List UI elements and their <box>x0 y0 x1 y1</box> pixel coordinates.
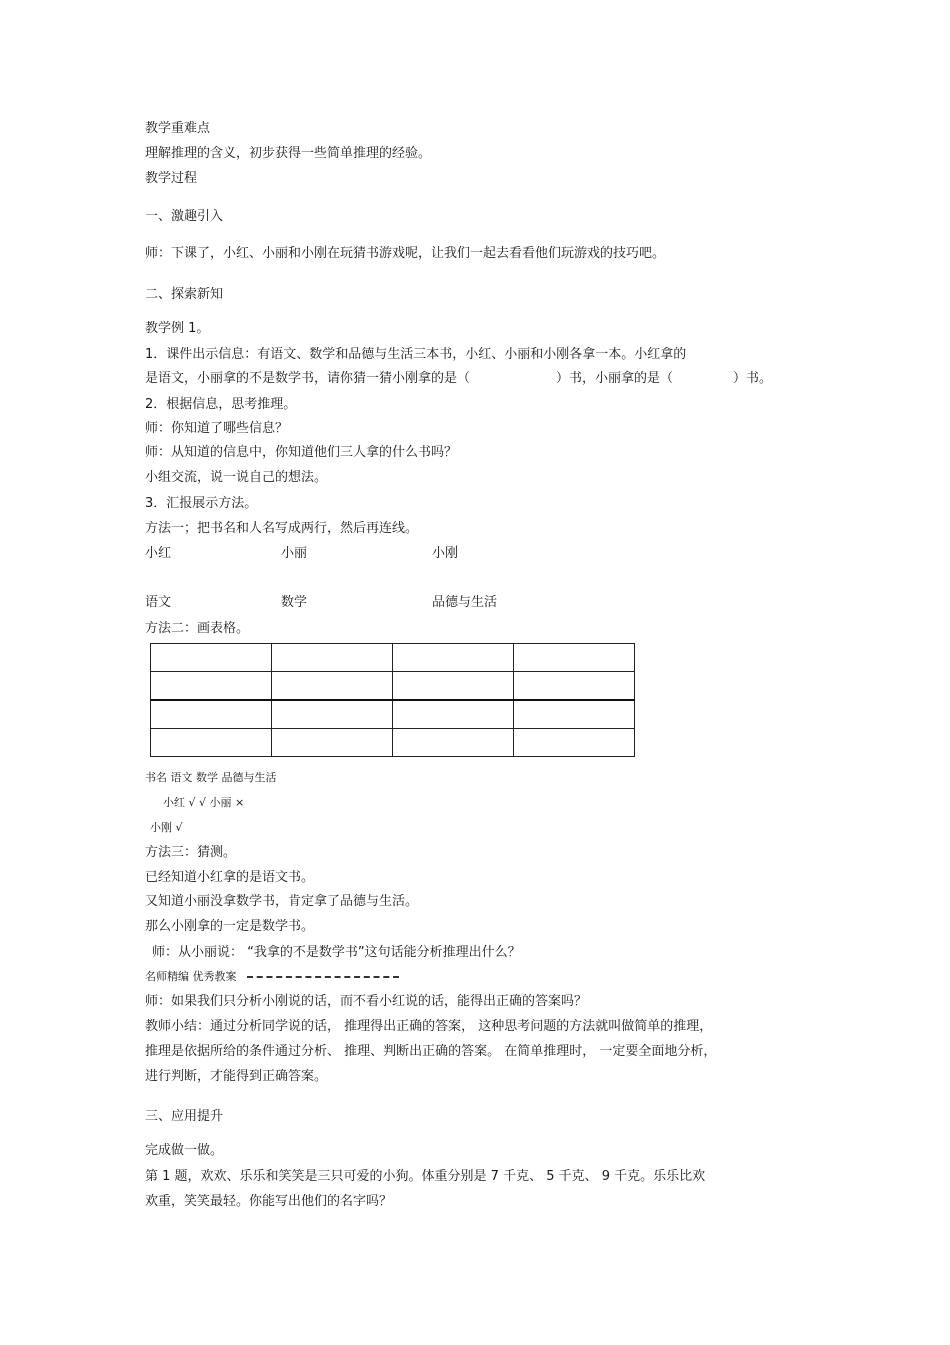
table-row <box>151 700 635 729</box>
table-row <box>151 644 635 672</box>
step1-line2-b: ）书，小丽拿的是（ <box>556 371 674 386</box>
step1-line2 <box>145 371 772 387</box>
question-4: 师：如果我们只分析小刚说的话，而不看小红说的话，能得出正确的答案吗？ <box>145 994 588 1009</box>
problem1-line1: 第 1 题，欢欢、乐乐和笑笑是三只可爱的小狗。体重分别是 7 千克、 5 千克、 9 千克。乐乐比欢 <box>145 1169 706 1184</box>
book-math: 数学 <box>281 595 308 610</box>
method2: 方法二：画表格。 <box>145 621 250 636</box>
part2-title: 二、探索新知 <box>145 287 224 302</box>
table-row2-text: 小刚 √ <box>150 821 183 834</box>
empty-table <box>150 643 635 757</box>
name-xiaogang: 小刚 <box>432 546 459 561</box>
question-3: 师：从小丽说： “我拿的不是数学书”这句话能分析推理出什么？ <box>152 945 521 960</box>
table-row <box>151 672 635 701</box>
part1-title: 一、激趣引入 <box>145 209 224 224</box>
step3: 3．汇报展示方法。 <box>145 496 258 511</box>
method3-line2: 又知道小丽没拿数学书，肯定拿了品德与生活。 <box>145 894 419 909</box>
name-xiaoli: 小丽 <box>281 546 308 561</box>
method1: 方法一；把书名和人名写成两行，然后再连线。 <box>145 521 419 536</box>
book-chinese: 语文 <box>145 595 172 610</box>
summary-line1: 教师小结：通过分析同学说的话， 推理得出正确的答案， 这种思考问题的方法就叫做简单的推理， <box>145 1019 713 1034</box>
part3-title: 三、应用提升 <box>145 1109 224 1124</box>
section-key-title: 教学重难点 <box>145 121 211 136</box>
dashed-separator <box>247 976 399 978</box>
question-2: 师：从知道的信息中，你知道他们三人拿的什么书吗？ <box>145 445 458 460</box>
method3-line1: 已经知道小红拿的是语文书。 <box>145 870 315 885</box>
step1-line2-c: ）书。 <box>733 371 773 386</box>
practice-text: 完成做一做。 <box>145 1143 224 1158</box>
table-row <box>151 729 635 757</box>
watermark-text: 名师精编 优秀教案 <box>145 970 237 983</box>
question-1: 师：你知道了哪些信息？ <box>145 421 289 436</box>
group-discussion: 小组交流，说一说自己的想法。 <box>145 470 328 485</box>
summary-line3: 进行判断，才能得到正确答案。 <box>145 1069 328 1084</box>
method3-line3: 那么小刚拿的一定是数学书。 <box>145 919 315 934</box>
step1-line2-a: 是语文，小丽拿的不是数学书，请你猜一猜小刚拿的是（ <box>145 371 471 386</box>
step1-line1: 1．课件出示信息：有语文、数学和品德与生活三本书，小红、小丽和小刚各拿一本。小红拿的 <box>145 347 687 362</box>
book-morality: 品德与生活 <box>432 595 498 610</box>
table-row1-text: 小红 √ √ 小丽 × <box>163 796 245 809</box>
summary-line2: 推理是依据所给的条件通过分析、 推理、判断出正确的答案。 在简单推理时， 一定要全面地分析， <box>145 1044 717 1059</box>
watermark-line <box>145 969 399 985</box>
process-title: 教学过程 <box>145 171 198 186</box>
part1-text: 师：下课了，小红、小丽和小刚在玩猜书游戏呢，让我们一起去看看他们玩游戏的技巧吧。 <box>145 246 666 261</box>
step2: 2．根据信息，思考推理。 <box>145 397 297 412</box>
method3: 方法三：猜测。 <box>145 845 237 860</box>
key-text: 理解推理的含义，初步获得一些简单推理的经验。 <box>145 146 432 161</box>
name-xiaohong: 小红 <box>145 546 172 561</box>
problem1-line2: 欢重，笑笑最轻。你能写出他们的名字吗？ <box>145 1194 393 1209</box>
example-title: 教学例 1。 <box>145 321 210 336</box>
table-header-text: 书名 语文 数学 品德与生活 <box>145 771 277 784</box>
